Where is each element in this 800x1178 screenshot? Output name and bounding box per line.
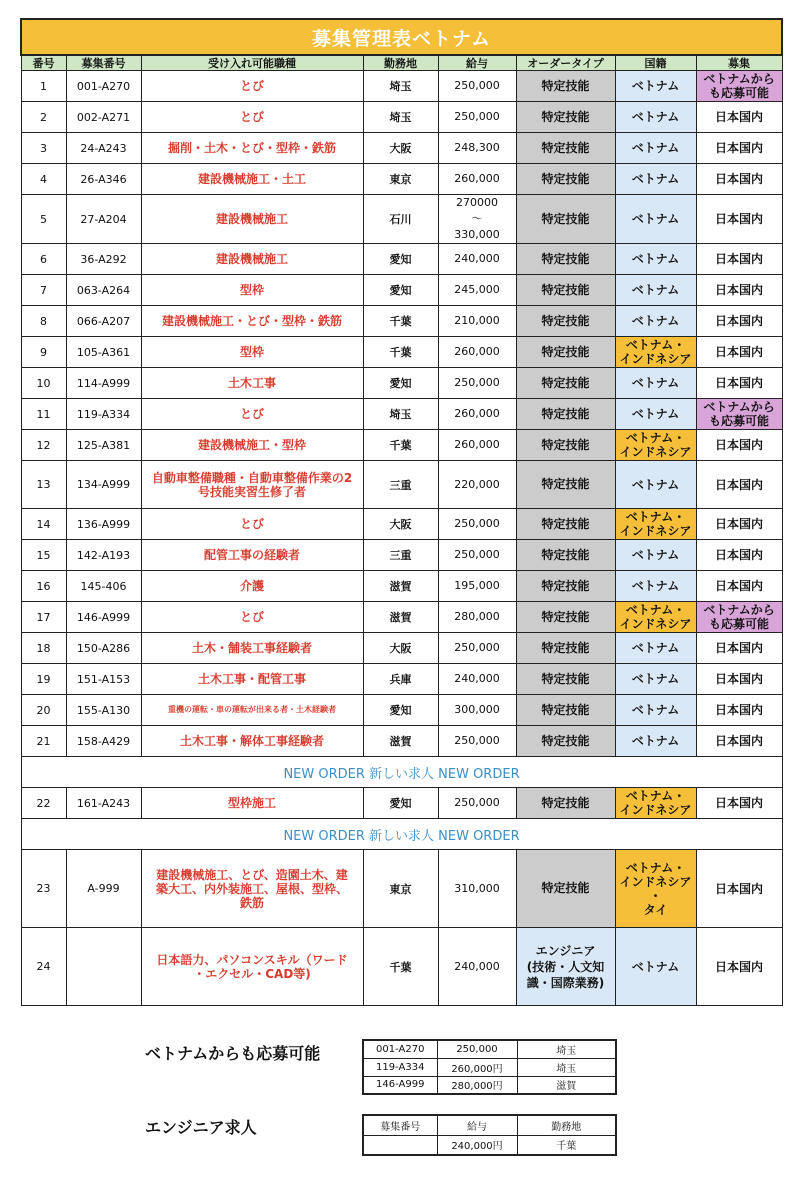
summary-header-location: 勤務地: [517, 1115, 616, 1135]
cell-job: 土木・舗装工事経験者: [141, 633, 363, 664]
cell-no: 16: [21, 571, 66, 602]
cell-order-type: 特定技能: [516, 850, 615, 928]
table-row: [21, 275, 782, 306]
cell-location: 千葉: [363, 430, 438, 461]
cell-nationality: ベトナム: [615, 461, 696, 509]
cell-recruit: ベトナムから も応募可能: [696, 399, 782, 430]
cell-code: 142-A193: [66, 540, 141, 571]
table-row: [21, 133, 782, 164]
cell-job: 土木工事: [141, 368, 363, 399]
table-row: [21, 695, 782, 726]
cell-salary: 250,000: [438, 540, 516, 571]
cell-nationality: ベトナム: [615, 695, 696, 726]
table-row: [21, 306, 782, 337]
table-row: [21, 788, 782, 819]
cell-recruit: 日本国内: [696, 102, 782, 133]
cell-code: 002-A271: [66, 102, 141, 133]
cell-job: 型枠: [141, 275, 363, 306]
table-row: [21, 664, 782, 695]
cell-no: 12: [21, 430, 66, 461]
cell-salary: 250,000: [438, 509, 516, 540]
table-row: [21, 602, 782, 633]
cell-nationality: ベトナム・ インドネシア: [615, 788, 696, 819]
cell-no: 6: [21, 244, 66, 275]
cell-no: 11: [21, 399, 66, 430]
cell-order-type: 特定技能: [516, 664, 615, 695]
table-row: [21, 71, 782, 102]
cell-order-type: 特定技能: [516, 726, 615, 757]
header-nationality: 国籍: [615, 55, 696, 71]
cell-job: 型枠施工: [141, 788, 363, 819]
cell-code: 066-A207: [66, 306, 141, 337]
cell-code: 001-A270: [66, 71, 141, 102]
cell-code: 158-A429: [66, 726, 141, 757]
cell-code: 145-406: [66, 571, 141, 602]
cell-no: 4: [21, 164, 66, 195]
cell-job: 建設機械施工・とび・型枠・鉄筋: [141, 306, 363, 337]
cell-order-type: 特定技能: [516, 430, 615, 461]
cell-salary: 245,000: [438, 275, 516, 306]
table-row: [21, 540, 782, 571]
cell-recruit: 日本国内: [696, 164, 782, 195]
cell-code: 136-A999: [66, 509, 141, 540]
cell-code: 26-A346: [66, 164, 141, 195]
cell-job: 型枠: [141, 337, 363, 368]
cell-recruit: 日本国内: [696, 664, 782, 695]
cell-salary: 250,000: [438, 102, 516, 133]
cell-location: 千葉: [363, 306, 438, 337]
summary-vietnam-label: ベトナムからも応募可能: [145, 1044, 321, 1063]
cell-nationality: ベトナム: [615, 133, 696, 164]
cell-order-type: 特定技能: [516, 571, 615, 602]
summary-code: 001-A270: [363, 1040, 437, 1058]
cell-no: 20: [21, 695, 66, 726]
cell-no: 13: [21, 461, 66, 509]
cell-order-type: 特定技能: [516, 602, 615, 633]
summary-engineer-label: エンジニア求人: [145, 1118, 257, 1137]
header-job: 受け入れ可能職種: [141, 55, 363, 71]
cell-recruit: 日本国内: [696, 430, 782, 461]
cell-order-type: 特定技能: [516, 71, 615, 102]
table-row: [21, 850, 782, 928]
cell-code: 114-A999: [66, 368, 141, 399]
cell-order-type: 特定技能: [516, 695, 615, 726]
cell-order-type: 特定技能: [516, 633, 615, 664]
cell-recruit: 日本国内: [696, 726, 782, 757]
cell-salary: 270000 ～ 330,000: [438, 195, 516, 244]
cell-salary: 195,000: [438, 571, 516, 602]
cell-job: とび: [141, 71, 363, 102]
cell-code: 151-A153: [66, 664, 141, 695]
cell-location: 三重: [363, 540, 438, 571]
cell-nationality: ベトナム: [615, 928, 696, 1006]
cell-no: 17: [21, 602, 66, 633]
cell-nationality: ベトナム: [615, 244, 696, 275]
cell-order-type: 特定技能: [516, 244, 615, 275]
cell-location: 滋賀: [363, 571, 438, 602]
cell-no: 23: [21, 850, 66, 928]
cell-no: 19: [21, 664, 66, 695]
new-order-banner: NEW ORDER 新しい求人 NEW ORDER: [21, 757, 782, 788]
cell-code: 134-A999: [66, 461, 141, 509]
cell-nationality: ベトナム: [615, 571, 696, 602]
cell-salary: 260,000: [438, 164, 516, 195]
summary-header-salary: 給与: [437, 1115, 517, 1135]
cell-order-type: 特定技能: [516, 164, 615, 195]
cell-location: 愛知: [363, 695, 438, 726]
cell-job: 建設機械施工: [141, 195, 363, 244]
cell-salary: 240,000: [438, 928, 516, 1006]
cell-nationality: ベトナム: [615, 195, 696, 244]
cell-order-type: 特定技能: [516, 399, 615, 430]
cell-no: 21: [21, 726, 66, 757]
table-row: [21, 102, 782, 133]
cell-job: 土木工事・解体工事経験者: [141, 726, 363, 757]
cell-job: 建設機械施工・土工: [141, 164, 363, 195]
cell-recruit: 日本国内: [696, 461, 782, 509]
cell-job: 重機の運転・車の運転が出来る者・土木経験者: [141, 695, 363, 726]
cell-order-type: 特定技能: [516, 337, 615, 368]
header-order-type: オーダータイプ: [516, 55, 615, 71]
cell-recruit: 日本国内: [696, 850, 782, 928]
cell-job: 配管工事の経験者: [141, 540, 363, 571]
cell-salary: 280,000: [438, 602, 516, 633]
cell-job: 建設機械施工、とび、造園土木、建 築大工、内外装施工、屋根、型枠、 鉄筋: [141, 850, 363, 928]
summary-engineer-table: [362, 1114, 617, 1156]
cell-order-type: エンジニア (技術・人文知 識・国際業務): [516, 928, 615, 1006]
cell-recruit: 日本国内: [696, 633, 782, 664]
cell-order-type: 特定技能: [516, 195, 615, 244]
cell-location: 大阪: [363, 633, 438, 664]
cell-job: 自動車整備職種・自動車整備作業の2 号技能実習生修了者: [141, 461, 363, 509]
cell-job: とび: [141, 399, 363, 430]
cell-nationality: ベトナム: [615, 399, 696, 430]
cell-recruit: 日本国内: [696, 788, 782, 819]
header-recruit: 募集: [696, 55, 782, 71]
cell-location: 埼玉: [363, 102, 438, 133]
summary-location: 滋賀: [517, 1076, 616, 1094]
cell-nationality: ベトナム・ インドネシア ・ タイ: [615, 850, 696, 928]
table-row: [21, 164, 782, 195]
cell-recruit: 日本国内: [696, 509, 782, 540]
cell-salary: 240,000: [438, 664, 516, 695]
cell-recruit: 日本国内: [696, 695, 782, 726]
cell-location: 石川: [363, 195, 438, 244]
cell-code: A-999: [66, 850, 141, 928]
cell-no: 2: [21, 102, 66, 133]
cell-salary: 250,000: [438, 71, 516, 102]
cell-recruit: 日本国内: [696, 275, 782, 306]
new-order-row: [21, 757, 782, 788]
cell-no: 14: [21, 509, 66, 540]
cell-recruit: ベトナムから も応募可能: [696, 602, 782, 633]
summary-cell-code: [363, 1135, 437, 1155]
cell-nationality: ベトナム・ インドネシア: [615, 602, 696, 633]
summary-salary: 280,000円: [437, 1076, 517, 1094]
cell-nationality: ベトナム: [615, 726, 696, 757]
cell-order-type: 特定技能: [516, 368, 615, 399]
cell-recruit: 日本国内: [696, 244, 782, 275]
table-row: [21, 633, 782, 664]
cell-code: 155-A130: [66, 695, 141, 726]
table-row: [21, 461, 782, 509]
new-order-row: [21, 819, 782, 850]
cell-salary: 210,000: [438, 306, 516, 337]
cell-recruit: 日本国内: [696, 571, 782, 602]
cell-recruit: 日本国内: [696, 195, 782, 244]
cell-no: 7: [21, 275, 66, 306]
cell-recruit: ベトナムから も応募可能: [696, 71, 782, 102]
cell-code: 125-A381: [66, 430, 141, 461]
summary-code: 119-A334: [363, 1058, 437, 1076]
table-row: [21, 244, 782, 275]
cell-salary: 260,000: [438, 337, 516, 368]
cell-salary: 250,000: [438, 633, 516, 664]
cell-recruit: 日本国内: [696, 928, 782, 1006]
cell-location: 千葉: [363, 928, 438, 1006]
cell-code: [66, 928, 141, 1006]
cell-nationality: ベトナム: [615, 275, 696, 306]
cell-nationality: ベトナム・ インドネシア: [615, 430, 696, 461]
cell-job: とび: [141, 602, 363, 633]
cell-no: 10: [21, 368, 66, 399]
cell-job: 建設機械施工: [141, 244, 363, 275]
cell-nationality: ベトナム・ インドネシア: [615, 337, 696, 368]
cell-code: 146-A999: [66, 602, 141, 633]
summary-location: 埼玉: [517, 1040, 616, 1058]
cell-no: 9: [21, 337, 66, 368]
table-row: [21, 399, 782, 430]
cell-nationality: ベトナム: [615, 306, 696, 337]
cell-nationality: ベトナム: [615, 664, 696, 695]
cell-location: 愛知: [363, 244, 438, 275]
cell-job: 建設機械施工・型枠: [141, 430, 363, 461]
table-title: 募集管理表ベトナム: [21, 19, 782, 55]
cell-nationality: ベトナム: [615, 102, 696, 133]
cell-salary: 250,000: [438, 368, 516, 399]
cell-job: 土木工事・配管工事: [141, 664, 363, 695]
cell-order-type: 特定技能: [516, 133, 615, 164]
cell-code: 105-A361: [66, 337, 141, 368]
cell-recruit: 日本国内: [696, 337, 782, 368]
cell-recruit: 日本国内: [696, 306, 782, 337]
cell-code: 36-A292: [66, 244, 141, 275]
header-code: 募集番号: [66, 55, 141, 71]
cell-location: 愛知: [363, 275, 438, 306]
cell-no: 3: [21, 133, 66, 164]
summary-header-code: 募集番号: [363, 1115, 437, 1135]
cell-no: 24: [21, 928, 66, 1006]
cell-nationality: ベトナム: [615, 633, 696, 664]
cell-salary: 260,000: [438, 430, 516, 461]
cell-code: 119-A334: [66, 399, 141, 430]
cell-no: 22: [21, 788, 66, 819]
recruitment-table: [20, 18, 783, 1006]
cell-recruit: 日本国内: [696, 540, 782, 571]
table-row: [21, 368, 782, 399]
cell-code: 161-A243: [66, 788, 141, 819]
cell-location: 滋賀: [363, 602, 438, 633]
table-row: [21, 337, 782, 368]
cell-salary: 250,000: [438, 788, 516, 819]
cell-order-type: 特定技能: [516, 540, 615, 571]
cell-nationality: ベトナム: [615, 164, 696, 195]
cell-location: 愛知: [363, 368, 438, 399]
summary-vietnam-table: [362, 1039, 617, 1095]
table-row: [21, 726, 782, 757]
table-row: [21, 430, 782, 461]
cell-location: 埼玉: [363, 399, 438, 430]
table-row: [21, 928, 782, 1006]
cell-location: 滋賀: [363, 726, 438, 757]
cell-nationality: ベトナム: [615, 540, 696, 571]
cell-location: 愛知: [363, 788, 438, 819]
cell-job: 掘削・土木・とび・型枠・鉄筋: [141, 133, 363, 164]
cell-job: とび: [141, 102, 363, 133]
cell-code: 27-A204: [66, 195, 141, 244]
cell-location: 大阪: [363, 133, 438, 164]
table-row: [21, 571, 782, 602]
cell-order-type: 特定技能: [516, 275, 615, 306]
cell-code: 24-A243: [66, 133, 141, 164]
cell-order-type: 特定技能: [516, 102, 615, 133]
cell-location: 大阪: [363, 509, 438, 540]
cell-order-type: 特定技能: [516, 509, 615, 540]
cell-order-type: 特定技能: [516, 461, 615, 509]
summary-cell-salary: 240,000円: [437, 1135, 517, 1155]
cell-nationality: ベトナム・ インドネシア: [615, 509, 696, 540]
cell-order-type: 特定技能: [516, 306, 615, 337]
cell-location: 東京: [363, 164, 438, 195]
summary-cell-location: 千葉: [517, 1135, 616, 1155]
summary-salary: 250,000: [437, 1040, 517, 1058]
cell-no: 8: [21, 306, 66, 337]
cell-job: 日本語力、パソコンスキル（ワード ・エクセル・CAD等): [141, 928, 363, 1006]
cell-salary: 300,000: [438, 695, 516, 726]
cell-nationality: ベトナム: [615, 71, 696, 102]
cell-recruit: 日本国内: [696, 368, 782, 399]
cell-location: 埼玉: [363, 71, 438, 102]
cell-no: 5: [21, 195, 66, 244]
cell-salary: 310,000: [438, 850, 516, 928]
summary-row: [363, 1076, 616, 1094]
cell-salary: 260,000: [438, 399, 516, 430]
cell-location: 東京: [363, 850, 438, 928]
header-row: [21, 55, 782, 71]
header-salary: 給与: [438, 55, 516, 71]
cell-salary: 248,300: [438, 133, 516, 164]
summary-row: [363, 1058, 616, 1076]
cell-salary: 240,000: [438, 244, 516, 275]
summary-location: 埼玉: [517, 1058, 616, 1076]
header-location: 勤務地: [363, 55, 438, 71]
summary-salary: 260,000円: [437, 1058, 517, 1076]
cell-order-type: 特定技能: [516, 788, 615, 819]
cell-code: 150-A286: [66, 633, 141, 664]
cell-no: 1: [21, 71, 66, 102]
cell-no: 15: [21, 540, 66, 571]
cell-code: 063-A264: [66, 275, 141, 306]
cell-location: 千葉: [363, 337, 438, 368]
header-no: 番号: [21, 55, 66, 71]
summary-row: [363, 1040, 616, 1058]
summary-code: 146-A999: [363, 1076, 437, 1094]
cell-nationality: ベトナム: [615, 368, 696, 399]
new-order-banner: NEW ORDER 新しい求人 NEW ORDER: [21, 819, 782, 850]
cell-recruit: 日本国内: [696, 133, 782, 164]
cell-salary: 220,000: [438, 461, 516, 509]
cell-location: 兵庫: [363, 664, 438, 695]
cell-no: 18: [21, 633, 66, 664]
cell-job: とび: [141, 509, 363, 540]
table-row: [21, 509, 782, 540]
cell-job: 介護: [141, 571, 363, 602]
cell-salary: 250,000: [438, 726, 516, 757]
cell-location: 三重: [363, 461, 438, 509]
table-row: [21, 195, 782, 244]
